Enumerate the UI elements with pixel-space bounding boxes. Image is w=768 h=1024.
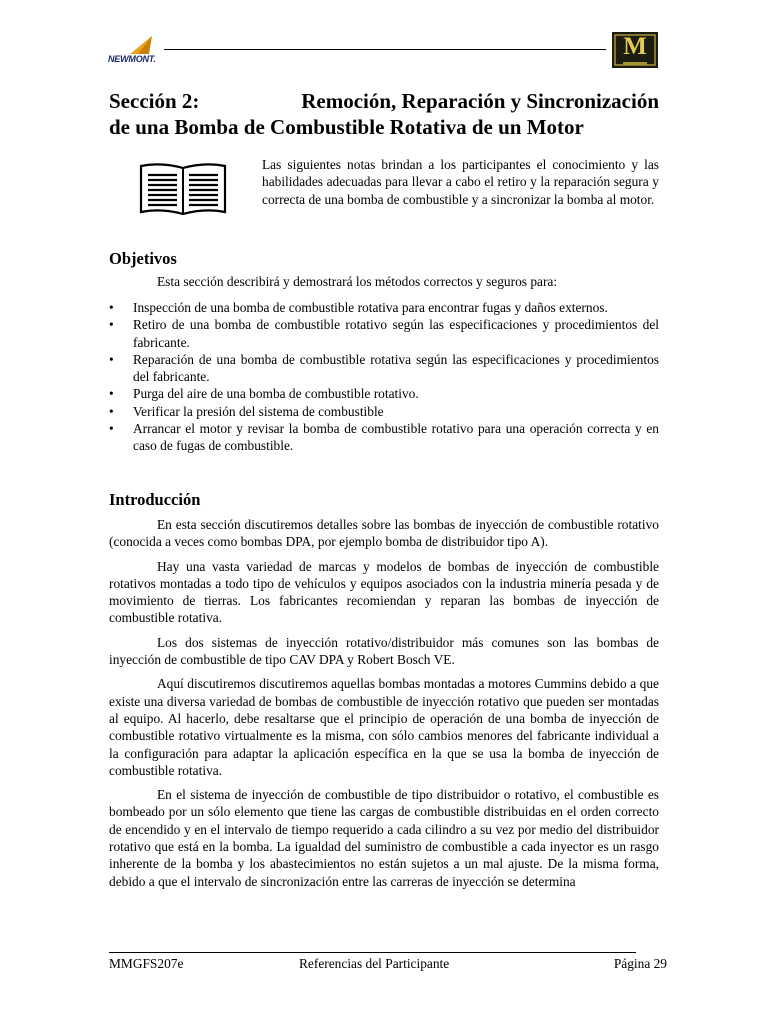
bullet: • xyxy=(109,386,114,402)
objectives-heading: Objetivos xyxy=(109,249,177,268)
open-book-icon xyxy=(138,160,228,218)
bullet: • xyxy=(109,403,114,419)
list-item xyxy=(109,351,659,386)
list-item xyxy=(109,316,659,351)
paragraph: Hay una vasta variedad de marcas y modelos de bombas de inyección de combustible rotativos montadas a todo tipo de vehículos y equipos asociados con la industria minería pesada y de movimiento de tierras. Los fabricantes recomiendan y reparan las bombas de inyección de combustible rotativa. xyxy=(109,558,659,626)
list-item xyxy=(109,420,659,455)
footer-document-code: MMGFS207e xyxy=(109,956,184,971)
title-section-topic: Remoción, Reparación y Sincronización xyxy=(301,89,659,113)
paragraph: En el sistema de inyección de combustible de tipo distribuidor o rotativo, el combustible es bombeado por un sólo elemento que tiene las cargas de combustible distribuidas en el orden correcto de encendido y en el intervalo de tiempo requerido a cada cilindro a su vez por medio del distribuidor rotativo que está en la bomba. La igualdad del suministro de combustible a cada inyector es un rasgo inherente de la bomba y los abastecimientos no están sujetos a un mal ajuste. De la misma forma, debido a que el intervalo de sincronización entre las carreras de inyección se determina xyxy=(109,787,659,889)
list-item xyxy=(109,299,659,316)
newmont-logo-text: NEWMONT. xyxy=(108,54,156,64)
objectives-list xyxy=(109,299,659,455)
bullet: • xyxy=(109,317,114,333)
introduction-heading: Introducción xyxy=(109,490,201,509)
paragraph: Aquí discutiremos discutiremos aquellas bombas montadas a motores Cummins debido a que existe una diversa variedad de bombas de combustible de inyección rotativo que pueden ser montadas al equipo. Al hacerlo, debe resaltarse que el principio de operación de una bomba de inyección de combustible rotativo virtualmente es la misma, con sólo cambios menores del fabricante individual a la configuración para adaptar la aplicación específica en la que se usa la bomba de inyección de combustible rotativa. xyxy=(109,676,659,778)
intro-note: Las siguientes notas brindan a los participantes el conocimiento y las habilidades adecuadas para llevar a cabo el retiro y la reparación segura y correcta de una bomba de combustible y a sincronizar la bomba al motor. xyxy=(262,157,659,207)
introduction-body xyxy=(109,516,659,897)
mining-logo xyxy=(612,32,658,68)
list-item-text: Inspección de una bomba de combustible rotativa para encontrar fugas y daños externos. xyxy=(133,300,608,315)
mining-logo-letter: M xyxy=(623,33,647,60)
list-item-text: Purga del aire de una bomba de combustible rotativo. xyxy=(133,386,419,402)
newmont-logo xyxy=(108,34,164,68)
bullet: • xyxy=(109,421,114,437)
bullet: • xyxy=(109,351,114,367)
objectives-lead: Esta sección describirá y demostrará los métodos correctos y seguros para: xyxy=(157,274,558,289)
newmont-swoosh-icon xyxy=(108,34,164,56)
footer-page-number: Página 29 xyxy=(613,956,667,971)
page-title xyxy=(109,88,659,140)
title-line-2: de una Bomba de Combustible Rotativa de un Motor xyxy=(109,115,584,139)
paragraph: En esta sección discutiremos detalles sobre las bombas de inyección de combustible rotativo (conocida a veces como bombas DPA, por ejemplo bomba de distribuidor tipo A). xyxy=(109,517,659,550)
list-item-text: Retiro de una bomba de combustible rotativo según las especificaciones y procedimientos del fabricante. xyxy=(133,317,659,350)
list-item-text: Verificar la presión del sistema de combustible xyxy=(133,403,384,419)
paragraph: Los dos sistemas de inyección rotativo/distribuidor más comunes son las bombas de inyección de combustible de tipo CAV DPA y Robert Bosch VE. xyxy=(109,634,659,668)
list-item xyxy=(109,385,659,402)
list-item xyxy=(109,403,659,420)
bullet: • xyxy=(109,300,114,315)
footer-reference-title: Referencias del Participante xyxy=(299,956,450,971)
header-rule xyxy=(164,49,606,50)
list-item-text: Arrancar el motor y revisar la bomba de combustible rotativo para una operación correcta y en caso de fugas de combustible. xyxy=(133,421,659,454)
list-item-text: Reparación de una bomba de combustible rotativa según las especificaciones y procedimientos del fabricante. xyxy=(133,351,659,385)
title-section-label: Sección 2: xyxy=(109,89,200,113)
page-header xyxy=(108,32,660,70)
footer-rule xyxy=(109,952,636,953)
